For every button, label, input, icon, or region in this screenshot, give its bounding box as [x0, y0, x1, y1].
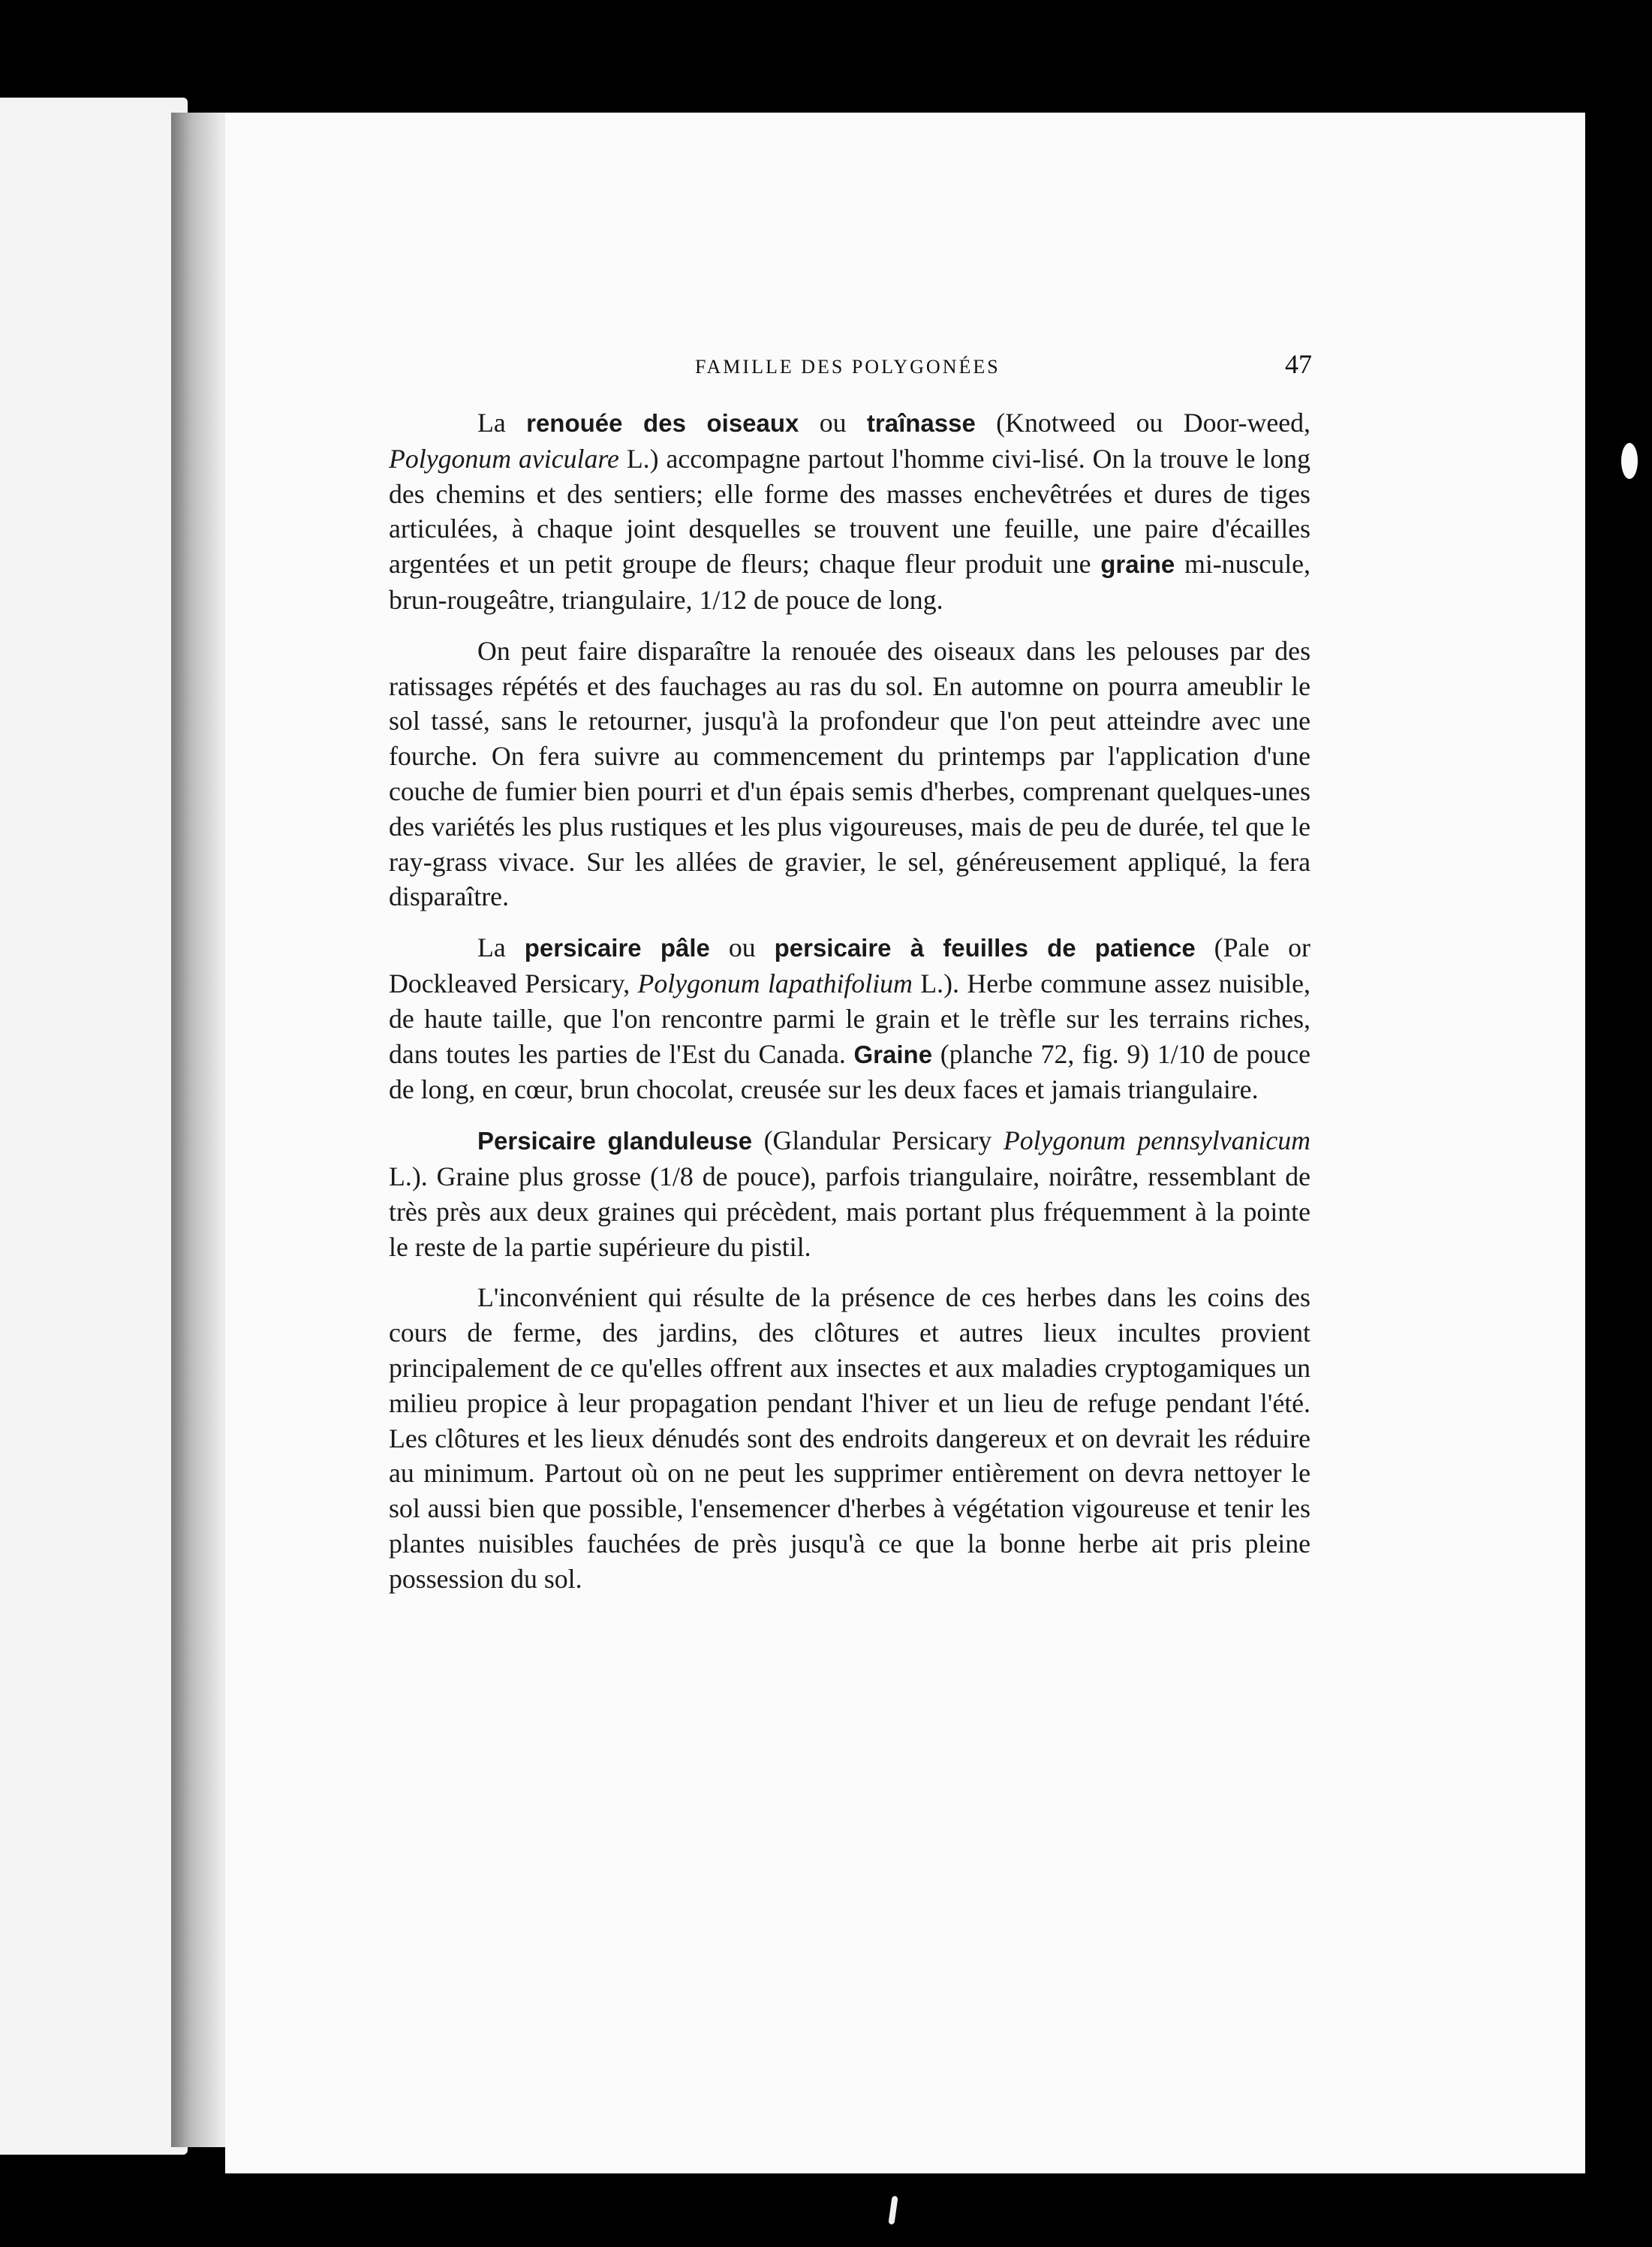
text-run: mi-nuscule, brun-rougeâtre, triangulaire, 1/12 de pouce de long.: [389, 549, 1310, 615]
text-run: L.). Herbe commune assez nuisible, de haute taille, que l'on rencontre parmi le grain et le trèfle sur les terrains riches, dans toutes les parties de l'Est du Canada.: [389, 968, 1310, 1069]
body-text: [389, 405, 1310, 1613]
text-run: L.). Graine plus grosse (1/8 de pouce), parfois triangulaire, noirâtre, ressemblant de très près aux deux graines qui précèdent, mais portant plus fréquemment à la pointe le reste de la partie supérieure du pistil.: [389, 1161, 1310, 1262]
bold-term: traînasse: [866, 409, 976, 437]
bold-term: graine: [1100, 550, 1175, 579]
running-header-title: FAMILLE DES POLYGONÉES: [695, 356, 1001, 378]
text-run: ou: [799, 408, 867, 438]
page-number: 47: [1285, 349, 1312, 379]
bold-term: Graine: [853, 1040, 933, 1068]
left-page-edge: [0, 98, 188, 2155]
text-run: (Pale or Dockleaved Persicary,: [389, 932, 1310, 998]
paragraph: [389, 930, 1310, 1107]
text-run: (planche 72, fig. 9) 1/10 de pouce de long, en cœur, brun chocolat, creusée sur les deux faces et jamais triangulaire.: [389, 1038, 1310, 1105]
paragraph: [389, 634, 1310, 914]
text-run: (Glandular Persicary: [752, 1125, 1004, 1156]
text-run: L'inconvénient qui résulte de la présence de ces herbes dans les coins des cours de ferme, des jardins, des clôtures et autres lieux incultes provient principalement de ce qu'elles offrent aux insectes et aux maladies cryptogamiques un milieu propice à leur propagation pendant l'hiver et un lieu de refuge pendant l'été. Les clôtures et les lieux dénudés sont des endroits dangereux et on devrait les réduire au minimum. Partout où on ne peut les supprimer entièrement on devra nettoyer le sol aussi bien que possible, l'ensemencer d'herbes à végétation vigoureuse et tenir les plantes nuisibles fauchées de près jusqu'à ce que la bonne herbe ait pris pleine possession du sol.: [389, 1282, 1310, 1594]
text-run: On peut faire disparaître la renouée des oiseaux dans les pelouses par des ratissages répétés et des fauchages au ras du sol. En automne on pourra ameublir le sol tassé, sans le retourner, jusqu'à la profondeur que l'on peut atteindre avec une fourche. On fera suivre au commencement du printemps par l'application d'une couche de fumier bien pourri et d'un épais semis d'herbes, comprenant quelques-unes des variétés les plus rustiques et les plus vigoureuses, mais de peu de durée, tel que le ray-grass vivace. Sur les allées de gravier, le sel, généreusement appliqué, la fera disparaître.: [389, 635, 1310, 912]
bold-term: persicaire pâle: [524, 934, 710, 962]
text-run: (Knotweed ou Door-weed,: [975, 408, 1310, 438]
text-run: ou: [709, 932, 775, 963]
text-run: La: [477, 932, 525, 963]
paragraph: [389, 1280, 1310, 1596]
text-run: La: [477, 408, 527, 438]
running-header: [689, 351, 1312, 381]
edge-speck: [1621, 443, 1638, 479]
latin-name: Polygonum pennsylvanicum: [1003, 1125, 1310, 1156]
paragraph: [389, 1123, 1310, 1264]
bottom-mark: [888, 2196, 898, 2225]
paragraph: [389, 405, 1310, 618]
bold-term: persicaire à feuilles de patience: [774, 934, 1196, 962]
latin-name: Polygonum aviculare: [389, 443, 619, 474]
latin-name: Polygonum lapathifolium: [637, 968, 913, 998]
bold-term: renouée des oiseaux: [526, 409, 799, 437]
bold-term: Persicaire glanduleuse: [477, 1127, 753, 1155]
text-run: L.) accompagne partout l'homme civi-lisé. On la trouve le long des chemins et des sentiers; elle forme des masses enchevêtrées et dures de tiges articulées, à chaque joint desquelles se trouvent une feuille, une paire d'écailles argentées et un petit groupe de fleurs; chaque fleur produit une: [389, 443, 1310, 580]
